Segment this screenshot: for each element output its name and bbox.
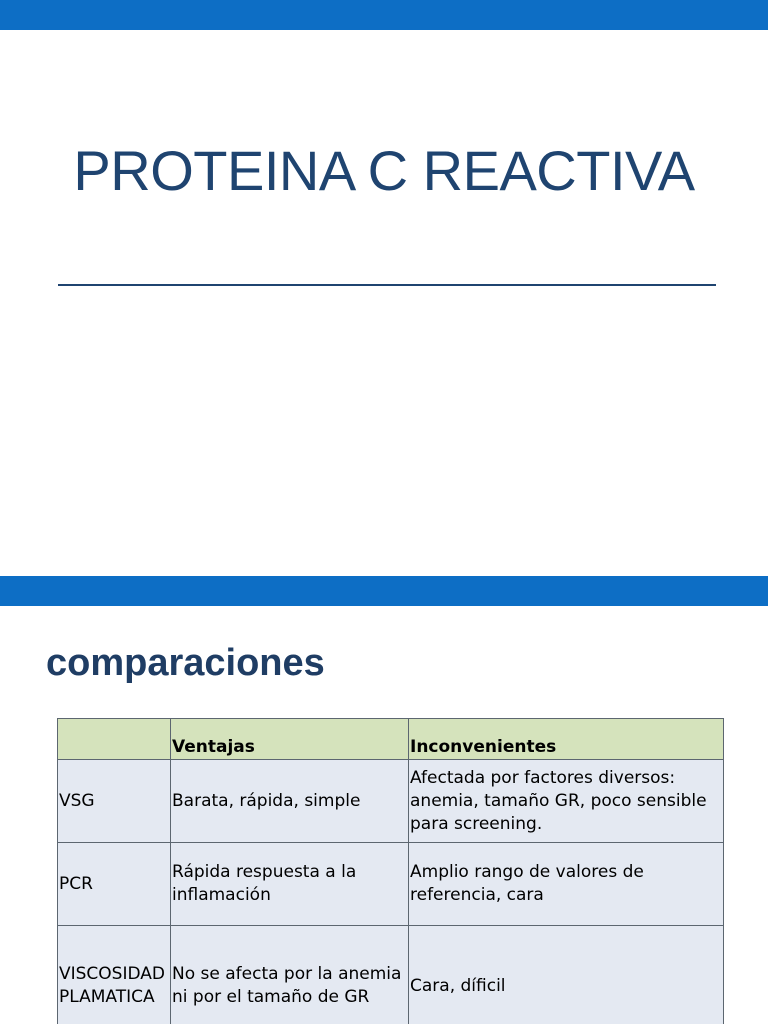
header-cell-ventajas: Ventajas	[171, 719, 409, 760]
comparison-slide	[0, 576, 768, 1024]
title-underline	[58, 284, 716, 286]
slide-title: PROTEINA C REACTIVA	[73, 139, 695, 202]
row-label: PCR	[58, 843, 171, 926]
header-cell-empty	[58, 719, 171, 760]
advantages-cell: Rápida respuesta a la inflamación	[171, 843, 409, 926]
row-label: VISCOSIDAD PLAMATICA	[58, 926, 171, 1024]
drawbacks-cell: Amplio rango de valores de referencia, cara	[409, 843, 724, 926]
table-header-row	[58, 719, 724, 760]
table-row	[58, 843, 724, 926]
section-heading: comparaciones	[46, 642, 325, 684]
comparison-table	[57, 718, 724, 1024]
table-row	[58, 926, 724, 1024]
row-label: VSG	[58, 760, 171, 843]
drawbacks-cell: Cara, díficil	[409, 926, 724, 1024]
top-accent-bar	[0, 576, 768, 606]
advantages-cell: Barata, rápida, simple	[171, 760, 409, 843]
table-row	[58, 760, 724, 843]
drawbacks-cell: Afectada por factores diversos: anemia, tamaño GR, poco sensible para screening.	[409, 760, 724, 843]
top-accent-bar	[0, 0, 768, 30]
header-cell-inconvenientes: Inconvenientes	[409, 719, 724, 760]
advantages-cell: No se afecta por la anemia ni por el tamaño de GR	[171, 926, 409, 1024]
